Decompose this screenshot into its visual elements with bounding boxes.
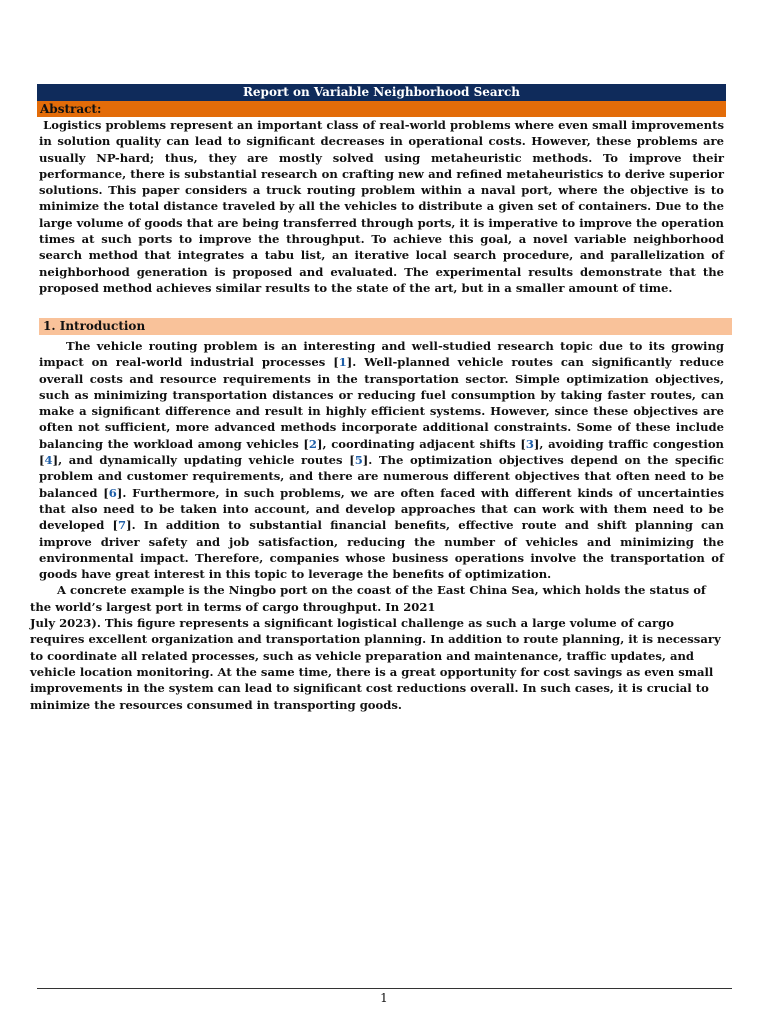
intro-text: ], and dynamically updating vehicle routes [ [52, 453, 355, 468]
reference-link-2[interactable]: 2 [308, 436, 317, 451]
intro-text: ]. The optimization objectives depend on the specific problem and customer requirements, and there are numerous different objectives that often need to be balanced [ [39, 453, 724, 500]
reference-link-6[interactable]: 6 [108, 485, 117, 500]
abstract-heading: Abstract: [37, 101, 726, 117]
page-number: 1 [380, 991, 388, 1005]
reference-link-4[interactable]: 4 [44, 453, 53, 468]
introduction-heading: 1. Introduction [39, 318, 732, 335]
abstract-body: Logistics problems represent an important class of real-world problems where even small improvements in solution quality can lead to significant decreases in operational costs. However, these problems are usually NP-hard; thus, they are mostly solved using metaheuristic methods. To improve their performance, there is substantial research on crafting new and refined metaheuristics to derive superior solutions. This paper considers a truck routing problem within a naval port, where the objective is to minimize the total distance traveled by all the vehicles to distribute a given set of containers. Due to the large volume of goods that are being transferred through ports, it is imperative to improve the operation times at such ports to improve the throughput. To achieve this goal, a novel variable neighborhood search method that integrates a tabu list, an iterative local search procedure, and parallelization of neighborhood generation is proposed and evaluated. The experimental results demonstrate that the proposed method achieves similar results to the state of the art, but in a smaller amount of time. [39, 118, 724, 295]
intro-text: ], coordinating adjacent shifts [ [317, 436, 526, 451]
intro-paragraph-2-continued: July 2023). This figure represents a significant logistical challenge as such a large volume of cargo requires excellent organization and transportation planning. In addition to route planning, it is necessary to coordinate all related processes, such as vehicle preparation and maintenance, traffic updates, and vehicle location monitoring. At the same time, there is a great opportunity for cost savings as even small improvements in the system can lead to significant cost reductions overall. In such cases, it is crucial to minimize the resources consumed in transporting goods. [30, 616, 721, 712]
reference-link-1[interactable]: 1 [338, 355, 347, 370]
intro-text: ]. Well-planned vehicle routes can significantly reduce overall costs and resource requirements in the transportation sector. Simple optimization objectives, such as minimizing transportation distances or reducing fuel consumption by taking faster routes, can make a significant difference and result in highly efficient systems. However, since these objectives are often not sufficient, more advanced methods incorporate additional constraints. Some of these include balancing the workload among vehicles [ [39, 355, 724, 451]
intro-paragraph-1 [39, 338, 724, 582]
footer-divider [37, 988, 732, 989]
intro-text: ]. Furthermore, in such problems, we are often faced with different kinds of uncertainties that also need to be taken into account, and develop approaches that can work with them need to be developed [ [39, 485, 724, 533]
report-title: Report on Variable Neighborhood Search [37, 84, 726, 101]
intro-text: The vehicle routing problem is an interesting and well-studied research topic due to its growing impact on real-world industrial processes [ [39, 339, 724, 370]
reference-link-5[interactable]: 5 [354, 453, 363, 468]
abstract-text [39, 117, 724, 296]
reference-link-3[interactable]: 3 [525, 436, 534, 451]
intro-paragraph-2: A concrete example is the Ningbo port on the coast of the East China Sea, which holds the status of the world’s largest port in terms of cargo throughput. In 2021 [30, 583, 706, 614]
intro-text: ], avoiding traffic congestion [ [39, 436, 724, 468]
intro-text: ]. In addition to substantial financial benefits, effective route and shift planning can improve driver safety and job satisfaction, reducing the number of vehicles and minimizing the environmental impact. Therefore, companies whose business operations involve the transportation of goods have great interest in this topic to leverage the benefits of optimization. [39, 518, 724, 582]
reference-link-7[interactable]: 7 [118, 518, 127, 533]
introduction-body [30, 338, 724, 713]
